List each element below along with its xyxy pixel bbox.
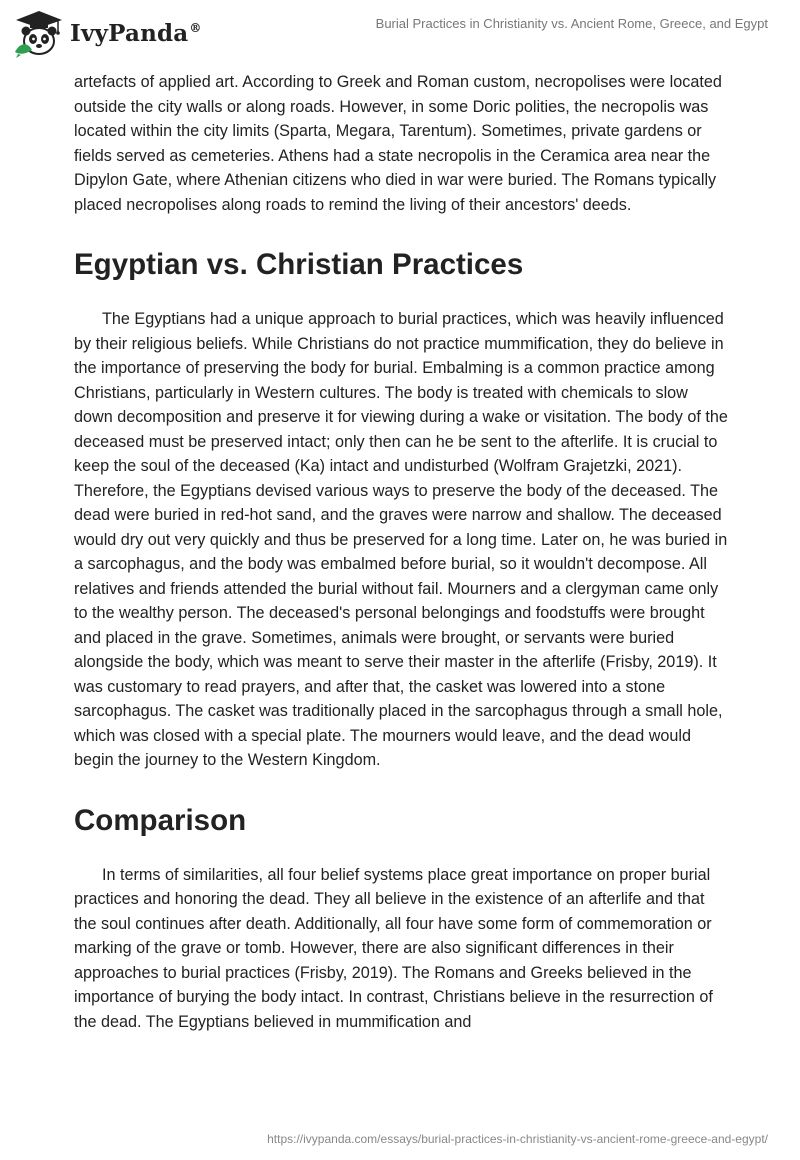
logo-wordmark: IvyPanda®	[70, 19, 202, 47]
egyptian-vs-christian-paragraph: The Egyptians had a unique approach to burial practices, which was heavily influenced by their religious beliefs. While Christians do not practice mummification, they do believe in the importance of preserving the body for burial. Embalming is a common practice among Christians, particularly in Western cultures. The body is treated with chemicals to slow down decomposition and preserve it for viewing during a wake or visitation. The body of the deceased must be preserved intact; only then can he be sent to the afterlife. It is crucial to keep the soul of the deceased (Ka) intact and undisturbed (Wolfram Grajetzki, 2021). Therefore, the Egyptians devised various ways to preserve the body of the deceased. The dead were buried in red-hot sand, and the graves were narrow and shallow. The deceased would dry out very quickly and thus be preserved for a long time. Later on, he was buried in a sarcophagus, and the body was embalmed before burial, so it wouldn't decompose. All relatives and friends attended the burial without fail. Mourners and a clergyman came only to the wealthy person. The deceased's personal belongings and foodstuffs were brought and placed in the grave. Sometimes, animals were brought, or servants were buried alongside the body, which was meant to serve their master in the afterlife (Frisby, 2019). It was customary to read prayers, and after that, the casket was lowered into a stone sarcophagus. The casket was traditionally placed in the sarcophagus through a small hole, which was closed with a special plate. The mourners would leave, and the dead would begin the journey to the Western Kingdom.	[74, 310, 728, 769]
page-header	[0, 0, 800, 70]
section-heading-egyptian-vs-christian: Egyptian vs. Christian Practices	[74, 248, 524, 281]
registered-mark: ®	[189, 20, 202, 35]
document-title: Burial Practices in Christianity vs. Ancient Rome, Greece, and Egypt	[375, 16, 768, 31]
ivypanda-logo[interactable]	[12, 8, 202, 58]
panda-graduate-icon	[12, 8, 64, 58]
intro-paragraph: artefacts of applied art. According to Greek and Roman custom, necropolises were located outside the city walls or along roads. However, in some Doric polities, the necropolis was located within the city limits (Sparta, Megara, Tarentum). Sometimes, private gardens or fields served as cemeteries. Athens had a state necropolis in the Ceramica area near the Dipylon Gate, where Athenian citizens who died in war were buried. The Romans typically placed necropolises along roads to remind the living of their ancestors' deeds.	[74, 73, 722, 214]
source-url[interactable]: https://ivypanda.com/essays/burial-practices-in-christianity-vs-ancient-rome-greece-and-egypt/	[267, 1132, 768, 1146]
essay-body	[74, 70, 728, 1034]
section-heading-comparison: Comparison	[74, 803, 247, 837]
comparison-paragraph: In terms of similarities, all four belief systems place great importance on proper burial practices and honoring the dead. They all believe in the existence of an afterlife and that the soul continues after death. Additionally, all four have some form of commemoration or marking of the grave or tomb. However, there are also significant differences in their approaches to burial practices (Frisby, 2019). The Romans and Greeks believed in the importance of burying the body intact. In contrast, Christians believe in the resurrection of the dead. The Egyptians believed in mummification and	[74, 865, 713, 1031]
